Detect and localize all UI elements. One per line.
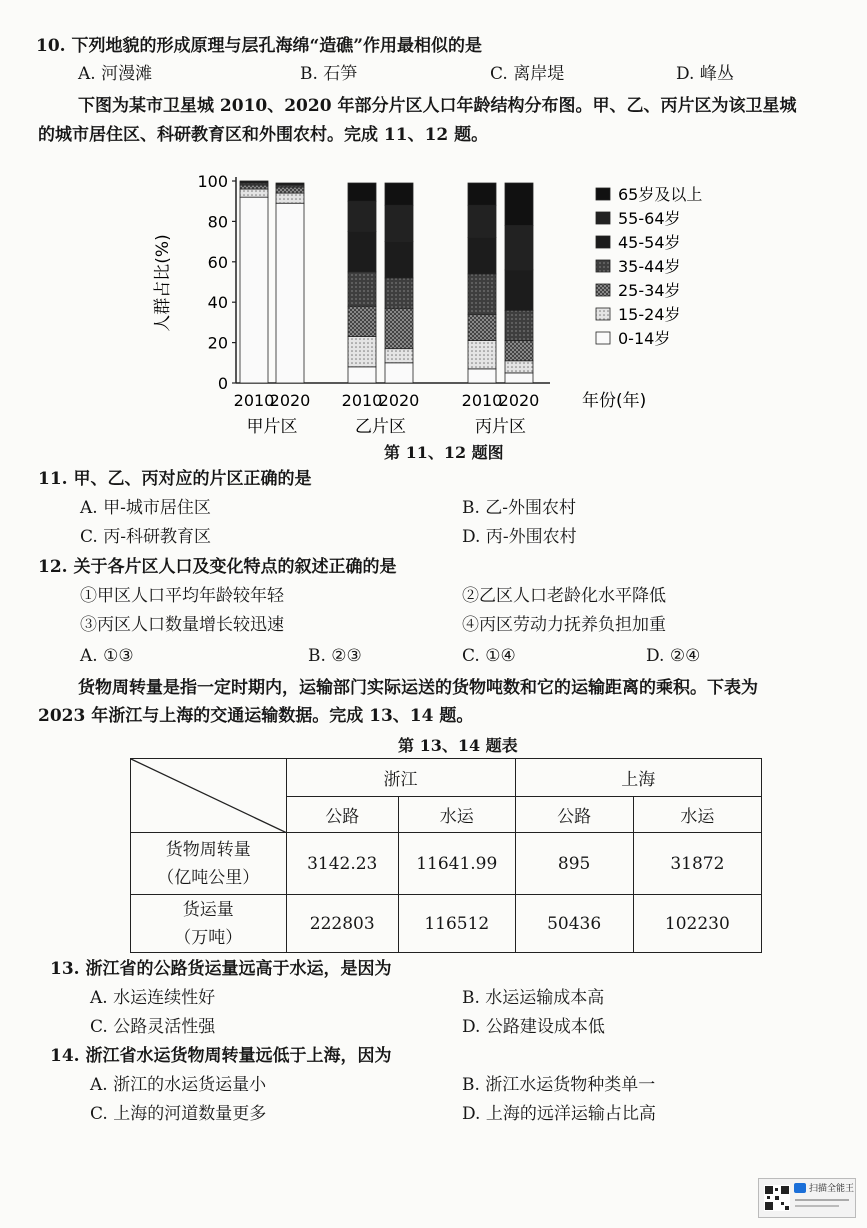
legend-swatch	[596, 260, 610, 272]
bar-segment	[276, 193, 304, 203]
q13-option-c: C. 公路灵活性强	[90, 1017, 216, 1037]
chart-caption: 第 11、12 题图	[384, 443, 504, 462]
table-row	[131, 833, 762, 895]
y-tick-label: 0	[217, 374, 228, 393]
q14-option-c: C. 上海的河道数量更多	[90, 1104, 267, 1124]
intro1-line2: 的城市居住区、科研教育区和外围农村。完成 11、12 题。	[38, 125, 489, 145]
bar-segment	[240, 189, 268, 197]
bar-segment	[240, 181, 268, 183]
bar-segment	[505, 310, 533, 340]
bar-segment	[348, 367, 376, 383]
bar-segment	[468, 369, 496, 383]
legend-swatch	[596, 212, 610, 224]
bar-segment	[505, 373, 533, 383]
q11-option-d: D. 丙-外围农村	[462, 527, 577, 547]
q11-option-a: A. 甲-城市居住区	[80, 498, 211, 518]
q10-option-d: D. 峰丛	[676, 64, 734, 84]
x-tick-label: 2020	[269, 391, 311, 410]
intro2-line1: 货物周转量是指一定时期内，运输部门实际运送的货物吨数和它的运输距离的乘积。下表为	[78, 678, 758, 698]
table-row	[131, 895, 762, 953]
bar-segment	[385, 183, 413, 205]
bar-segment	[276, 187, 304, 193]
bar-segment	[505, 361, 533, 373]
bar-segment	[468, 341, 496, 369]
mode-header: 水运	[633, 797, 761, 833]
table-caption: 第 13、14 题表	[398, 736, 518, 755]
bar-segment	[385, 308, 413, 348]
y-tick-label: 40	[207, 293, 228, 313]
q12-item-1: ①甲区人口平均年龄较年轻	[80, 586, 284, 606]
q14-option-a: A. 浙江的水运货运量小	[90, 1075, 267, 1095]
bar-segment	[468, 205, 496, 237]
group-label: 甲片区	[246, 417, 298, 437]
diagonal-header-cell	[131, 759, 287, 833]
bar-segment	[385, 205, 413, 241]
row-label	[131, 895, 287, 953]
bar-segment	[348, 183, 376, 201]
legend-label: 45-54岁	[618, 233, 681, 252]
bar-segment	[468, 183, 496, 205]
legend-label: 0-14岁	[618, 329, 671, 348]
q14-option-d: D. 上海的远洋运输占比高	[462, 1104, 656, 1124]
bar-segment	[348, 337, 376, 367]
bar-segment	[468, 274, 496, 314]
group-label: 乙片区	[355, 417, 406, 437]
bar-segment	[348, 232, 376, 272]
bar-segment	[505, 183, 533, 225]
row-label-main: 货物周转量	[165, 839, 251, 860]
q11-option-b: B. 乙-外围农村	[462, 498, 577, 518]
bar-segment	[505, 270, 533, 310]
q10-option-b: B. 石笋	[300, 64, 358, 84]
legend-swatch	[596, 332, 610, 344]
bar-segment	[385, 242, 413, 278]
bar-segment	[276, 203, 304, 383]
q11-option-c: C. 丙-科研教育区	[80, 527, 211, 547]
q12-item-4: ④丙区劳动力抚养负担加重	[462, 615, 666, 635]
legend-label: 15-24岁	[618, 305, 681, 324]
q10-stem: 10. 下列地貌的形成原理与层孔海绵“造礁”作用最相似的是	[36, 36, 483, 56]
bar-segment	[468, 314, 496, 340]
table-cell: 222803	[286, 895, 398, 953]
bar-segment	[385, 363, 413, 383]
q12-option-a: A. ①③	[80, 646, 134, 666]
diagonal-line	[131, 759, 287, 833]
table-cell: 3142.23	[286, 833, 398, 895]
y-tick-label: 80	[207, 212, 228, 232]
population-age-chart	[150, 165, 710, 465]
bar-segment	[505, 341, 533, 361]
cs-logo-icon	[794, 1183, 806, 1193]
table-cell: 11641.99	[398, 833, 515, 895]
mode-header: 水运	[398, 797, 515, 833]
y-tick-label: 100	[197, 172, 228, 191]
q12-option-b: B. ②③	[308, 646, 362, 666]
bar-segment	[276, 183, 304, 185]
legend-swatch	[596, 188, 610, 200]
legend-label: 35-44岁	[618, 257, 681, 276]
row-label-unit: （亿吨公里）	[157, 867, 260, 888]
x-tick-label: 2020	[498, 391, 540, 410]
q13-option-a: A. 水运连续性好	[90, 988, 216, 1008]
bar-segment	[505, 225, 533, 269]
q13-option-b: B. 水运运输成本高	[462, 988, 605, 1008]
bar-segment	[348, 306, 376, 336]
x-tick-label: 2010	[341, 391, 383, 410]
bar-segment	[468, 238, 496, 274]
q12-item-2: ②乙区人口老龄化水平降低	[462, 586, 666, 606]
q12-stem: 12. 关于各片区人口及变化特点的叙述正确的是	[38, 557, 397, 577]
region-header-shanghai: 上海	[515, 759, 761, 797]
table-cell: 895	[515, 833, 633, 895]
row-label-unit: （万吨）	[174, 927, 243, 948]
legend-label: 25-34岁	[618, 281, 681, 300]
table-cell: 31872	[633, 833, 761, 895]
bar-segment	[240, 185, 268, 189]
q10-option-a: A. 河漫滩	[78, 64, 153, 84]
intro1-line1: 下图为某市卫星城 2010、2020 年部分片区人口年龄结构分布图。甲、乙、丙片区为该卫星城	[78, 96, 797, 116]
q12-option-d: D. ②④	[646, 646, 701, 666]
group-label: 丙片区	[475, 417, 526, 437]
bar-segment	[348, 201, 376, 231]
x-axis-label: 年份(年)	[582, 391, 647, 411]
q13-option-d: D. 公路建设成本低	[462, 1017, 605, 1037]
q14-option-b: B. 浙江水运货物种类单一	[462, 1075, 656, 1095]
row-label	[131, 833, 287, 895]
bar-segment	[385, 349, 413, 363]
region-header-zhejiang: 浙江	[286, 759, 515, 797]
stamp-line	[795, 1205, 839, 1207]
x-tick-label: 2010	[461, 391, 503, 410]
bar-segment	[240, 197, 268, 383]
x-tick-label: 2010	[233, 391, 275, 410]
table-cell: 102230	[633, 895, 761, 953]
table-cell: 116512	[398, 895, 515, 953]
table-cell: 50436	[515, 895, 633, 953]
bar-segment	[385, 278, 413, 308]
q12-item-3: ③丙区人口数量增长较迅速	[80, 615, 284, 635]
qr-code-icon	[764, 1185, 790, 1211]
scanner-watermark	[758, 1178, 856, 1218]
y-tick-label: 20	[207, 333, 228, 353]
stamp-line	[795, 1199, 849, 1201]
bar-segment	[348, 272, 376, 306]
intro2-line2: 2023 年浙江与上海的交通运输数据。完成 13、14 题。	[38, 706, 474, 726]
mode-header: 公路	[286, 797, 398, 833]
legend-label: 55-64岁	[618, 209, 681, 228]
stamp-text: 扫描全能王	[809, 1184, 855, 1194]
q11-stem: 11. 甲、乙、丙对应的片区正确的是	[38, 469, 312, 489]
q13-stem: 13. 浙江省的公路货运量远高于水运，是因为	[50, 959, 392, 979]
transport-data-table	[130, 758, 762, 953]
legend-swatch	[596, 236, 610, 248]
x-tick-label: 2020	[378, 391, 420, 410]
legend-swatch	[596, 284, 610, 296]
y-axis-label: 人群占比(%)	[153, 234, 173, 332]
q12-option-c: C. ①④	[462, 646, 516, 666]
legend-label: 65岁及以上	[618, 185, 703, 204]
q10-option-c: C. 离岸堤	[490, 64, 565, 84]
mode-header: 公路	[515, 797, 633, 833]
row-label-main: 货运量	[182, 899, 234, 920]
legend-swatch	[596, 308, 610, 320]
q14-stem: 14. 浙江省水运货物周转量远低于上海，因为	[50, 1046, 392, 1066]
y-tick-label: 60	[207, 252, 228, 272]
